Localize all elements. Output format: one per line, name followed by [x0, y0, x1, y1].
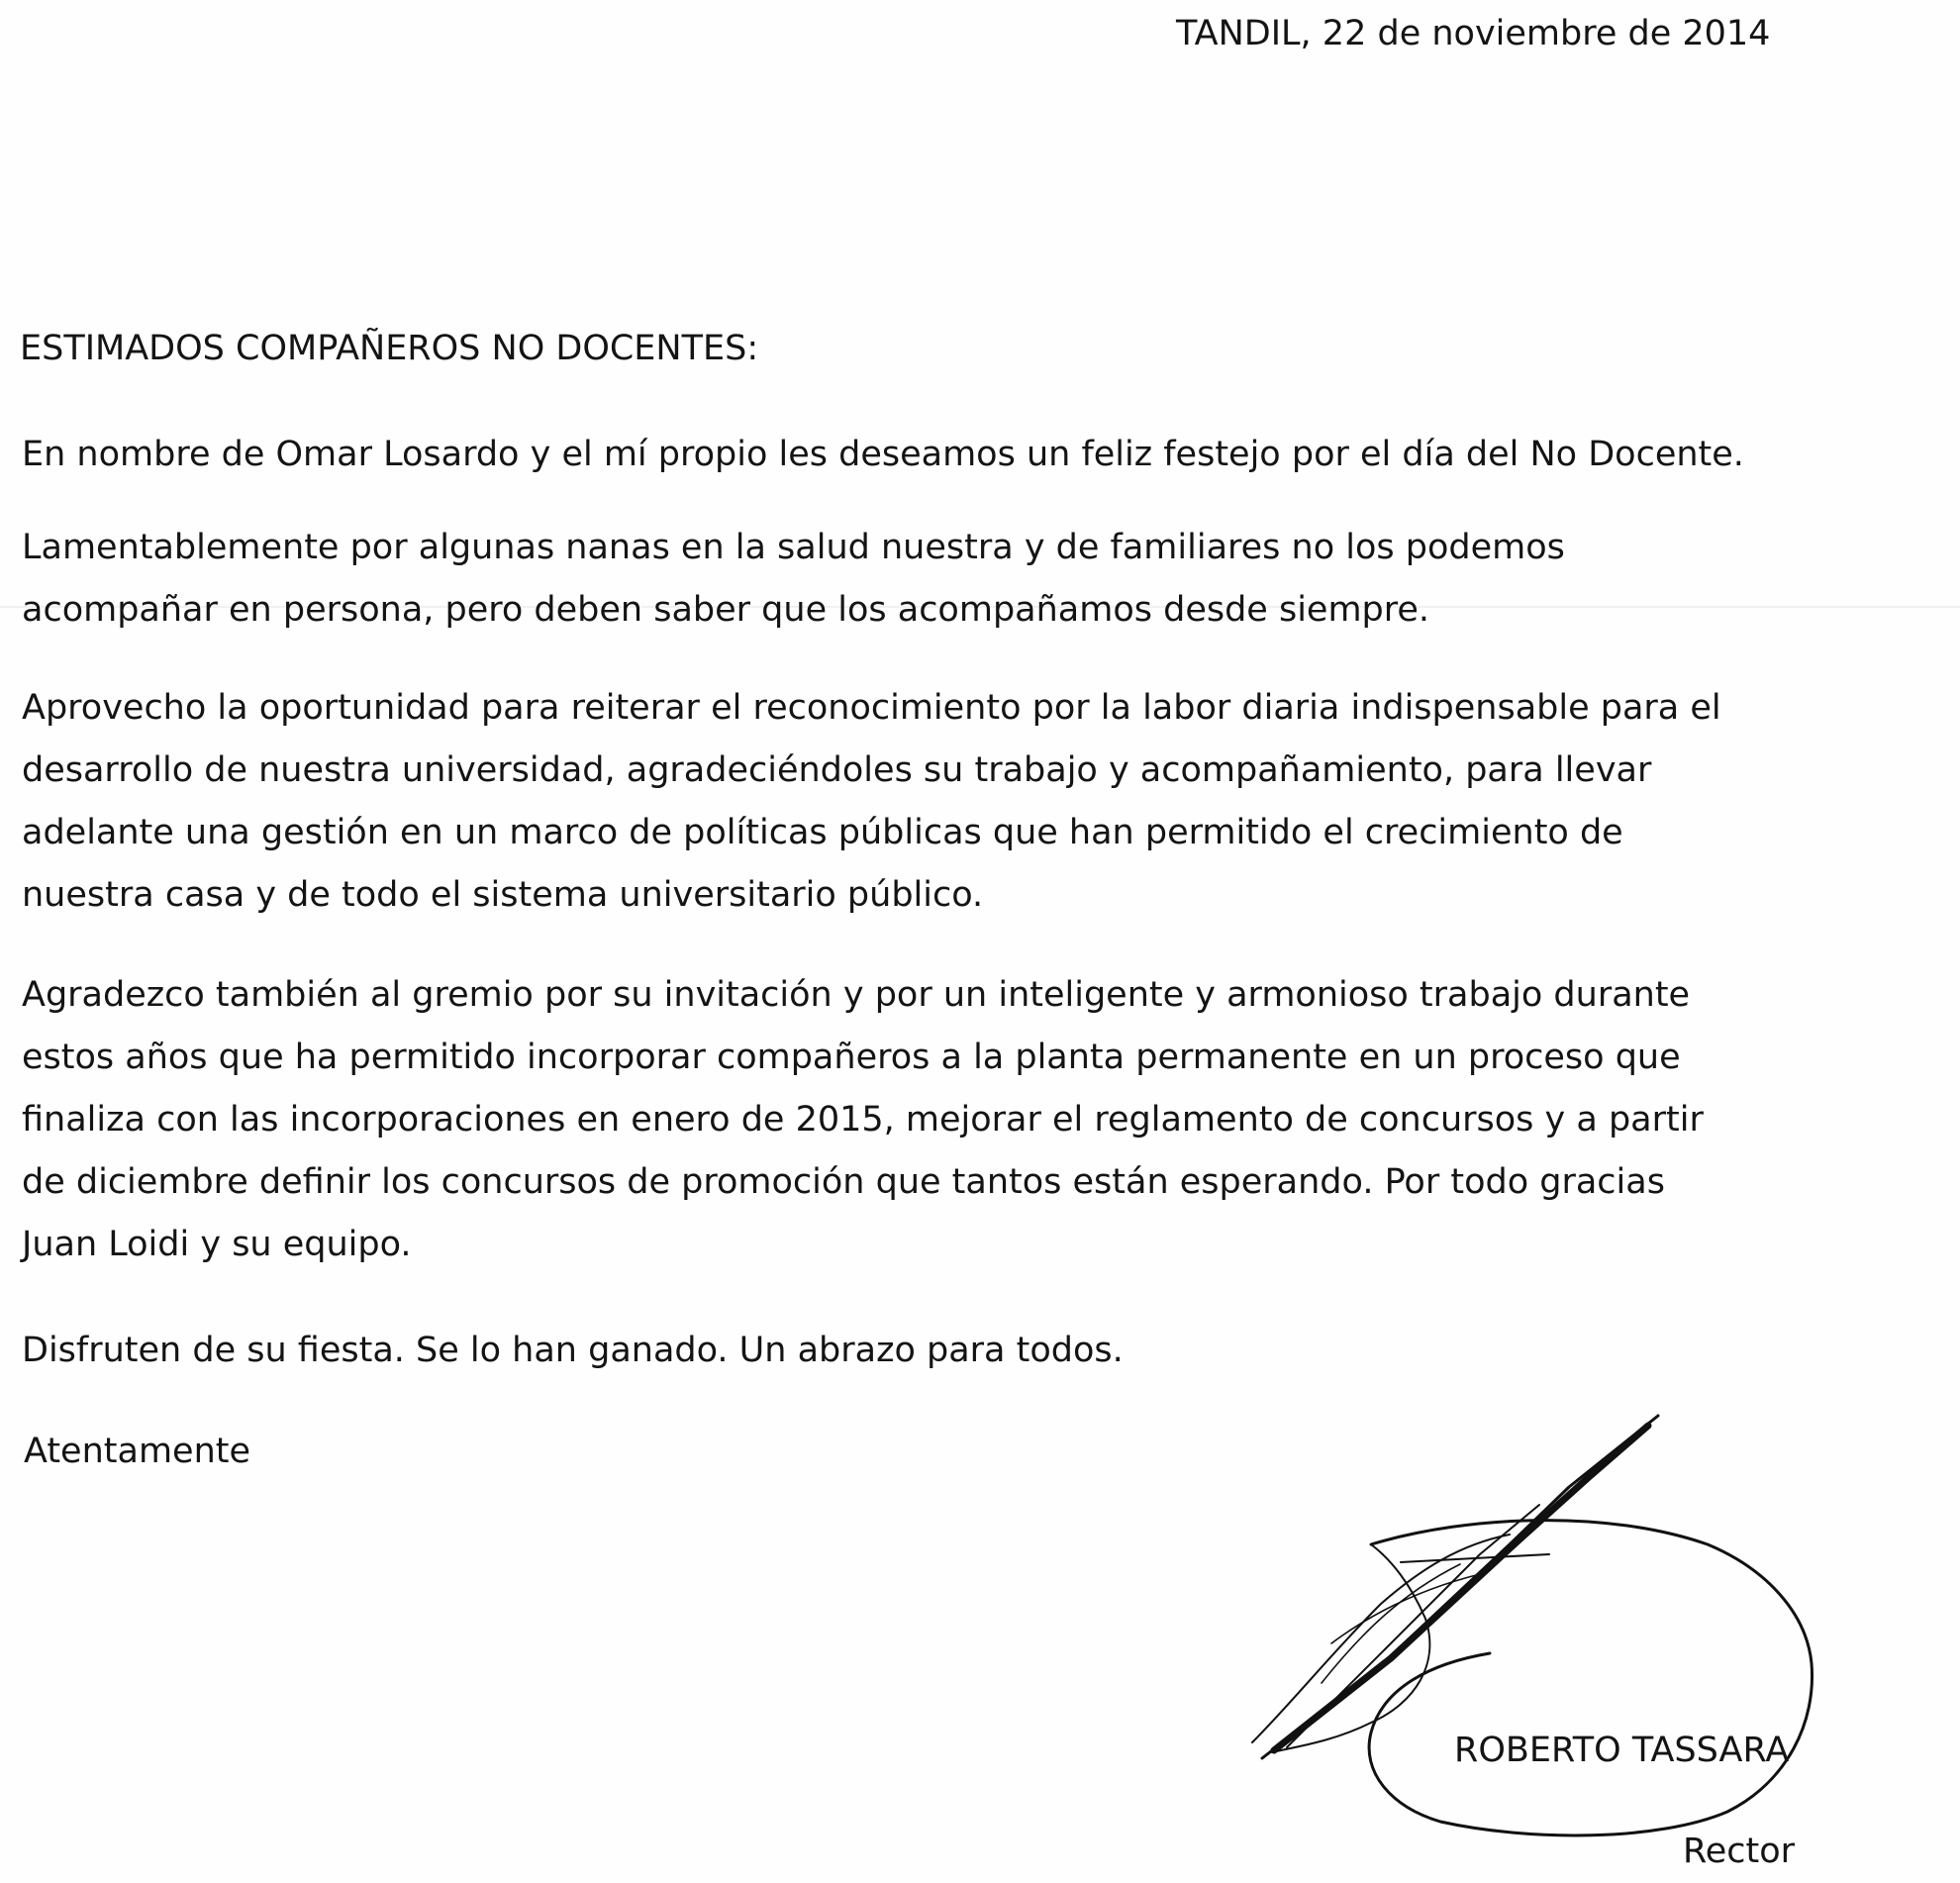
- paragraph-line: Lamentablemente por algunas nanas en la salud nuestra y de familiares no los podemos: [22, 528, 1565, 567]
- paragraph-line: de diciembre definir los concursos de promoción que tantos están esperando. Por todo gracias: [22, 1162, 1665, 1202]
- paragraph-line: En nombre de Omar Losardo y el mí propio les deseamos un feliz festejo por el día del No Docente.: [22, 435, 1744, 474]
- paragraph-line: finaliza con las incorporaciones en enero de 2015, mejorar el reglamento de concursos y a partir: [22, 1100, 1704, 1140]
- salutation: ESTIMADOS COMPAÑEROS NO DOCENTES:: [20, 329, 759, 368]
- paragraph-line: Agradezco también al gremio por su invitación y por un inteligente y armonioso trabajo durante: [22, 975, 1691, 1015]
- paragraph-greeting: [22, 424, 1804, 486]
- paragraph-line: Disfruten de su fiesta. Se lo han ganado. Un abrazo para todos.: [22, 1331, 1124, 1370]
- paragraph-line: adelante una gestión en un marco de políticas públicas que han permitido el crecimiento de: [22, 813, 1623, 852]
- handwritten-signature: [1213, 1406, 1826, 1841]
- paragraph-apology: [22, 517, 1804, 642]
- closing: Atentamente: [24, 1432, 251, 1471]
- paragraph-line: desarrollo de nuestra universidad, agradeciéndoles su trabajo y acompañamiento, para llevar: [22, 750, 1652, 790]
- paragraph-recognition: [22, 677, 1804, 927]
- paragraph-line: nuestra casa y de todo el sistema universitario público.: [22, 875, 984, 915]
- paragraph-line: Aprovecho la oportunidad para reiterar el reconocimiento por la labor diaria indispensable para el: [22, 688, 1721, 728]
- paragraph-line: acompañar en persona, pero deben saber que los acompañamos desde siempre.: [22, 590, 1430, 630]
- paragraph-thanks-union: [22, 964, 1804, 1276]
- paragraph-line: estos años que ha permitido incorporar compañeros a la planta permanente en un proceso que: [22, 1038, 1681, 1077]
- signer-name: ROBERTO TASSARA: [1454, 1731, 1790, 1770]
- paragraph-farewell: [22, 1320, 1804, 1382]
- place-date: TANDIL, 22 de noviembre de 2014: [1176, 14, 1771, 53]
- paragraph-line: Juan Loidi y su equipo.: [22, 1225, 412, 1264]
- signer-title: Rector: [1683, 1832, 1796, 1871]
